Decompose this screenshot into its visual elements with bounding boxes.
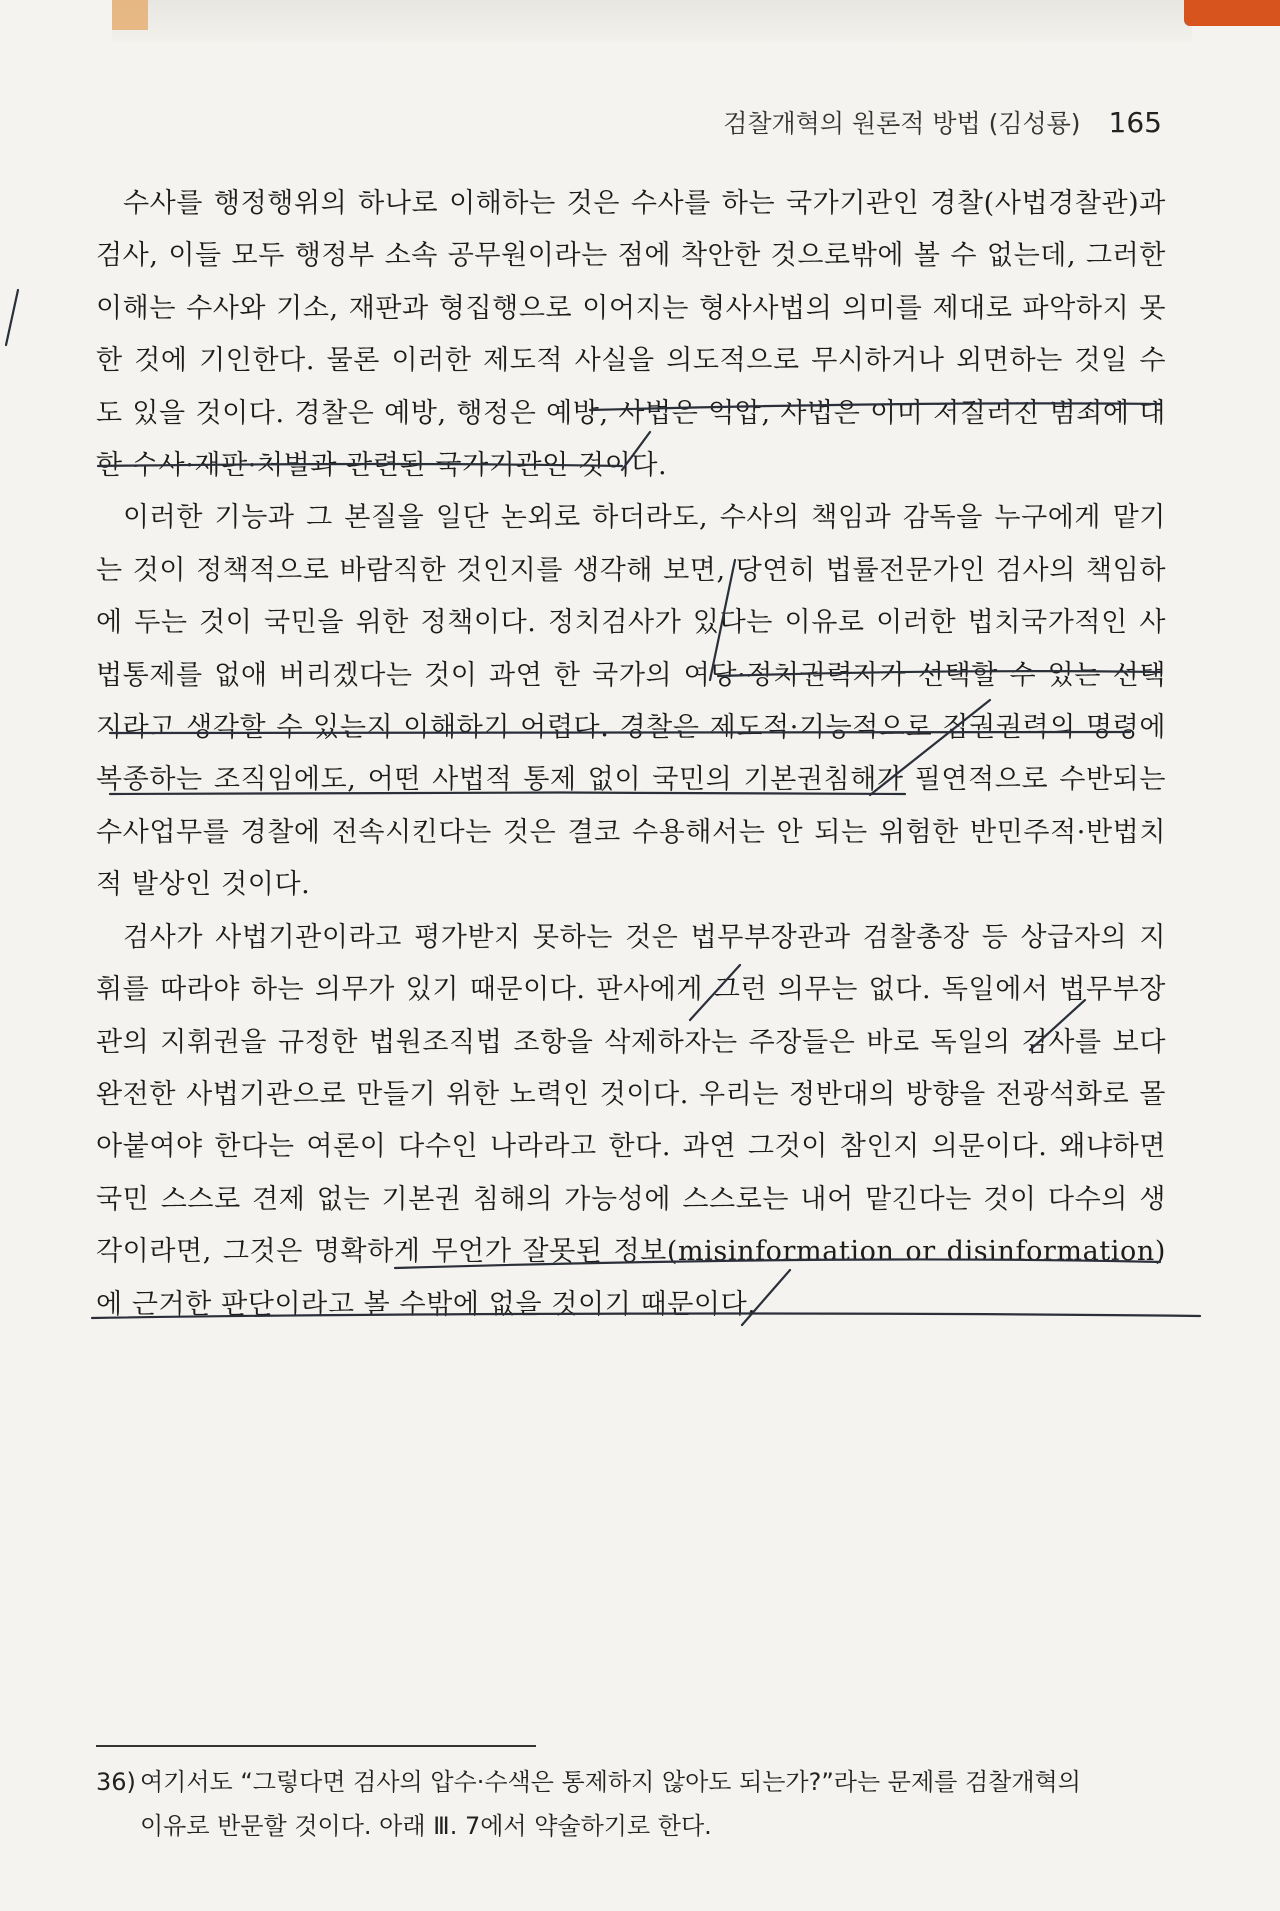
margin-mark bbox=[6, 290, 18, 345]
page-tab-marker bbox=[1184, 0, 1280, 26]
footnote-line-1 bbox=[96, 1760, 1191, 1804]
running-header bbox=[723, 104, 1162, 140]
footnote-36 bbox=[96, 1760, 1191, 1848]
paragraph-1: 수사를 행정행위의 하나로 이해하는 것은 수사를 하는 국가기관인 경찰(사법경찰관)과 검사, 이들 모두 행정부 소속 공무원이라는 점에 착안한 것으로밖에 볼 수 없는데, 그러한 이해는 수사와 기소, 재판과 형집행으로 이어지는 형사사법의 의미를 제대로 파악하지 못한 것에 기인한다. 물론 이러한 제도적 사실을 의도적으로 무시하거나 외면하는 것일 수도 있을 것이다. 경찰은 예방, 행정은 예방, 사법은 억압, 사법은 이미 저질러진 범죄에 대한 수사·재판·처벌과 관련된 국가기관인 것이다. bbox=[96, 188, 1166, 482]
paragraph-3: 검사가 사법기관이라고 평가받지 못하는 것은 법무부장관과 검찰총장 등 상급자의 지휘를 따라야 하는 의무가 있기 때문이다. 판사에게 그런 의무는 없다. 독일에서 법무부장관의 지휘권을 규정한 법원조직법 조항을 삭제하자는 주장들은 바로 독일의 검사를 보다 완전한 사법기관으로 만들기 위한 노력인 것이다. 우리는 정반대의 방향을 전광석화로 몰아붙여야 한다는 여론이 다수인 나라라고 한다. 과연 그것이 참인지 의문이다. 왜냐하면 국민 스스로 견제 없는 기본권 침해의 가능성에 스스로는 내어 맡긴다는 것이 다수의 생각이라면, 그것은 명확하게 무언가 잘못된 정보(misinformation or disinformation)에 근거한 판단이라고 볼 수밖에 없을 것이기 때문이다. bbox=[96, 921, 1167, 1320]
paragraph-2: 이러한 기능과 그 본질을 일단 논외로 하더라도, 수사의 책임과 감독을 누구에게 맡기는 것이 정책적으로 바람직한 것인지를 생각해 보면, 당연히 법률전문가인 검사의 책임하에 두는 것이 국민을 위한 정책이다. 정치검사가 있다는 이유로 이러한 법치국가적인 사법통제를 없애 버리겠다는 것이 과연 한 국가의 여당·정치권력자가 선택할 수 있는 선택지라고 생각할 수 있는지 이해하기 어렵다. 경찰은 제도적·기능적으로 집권권력의 명령에 복종하는 조직임에도, 어떤 사법적 통제 없이 국민의 기본권침해가 필연적으로 수반되는 수사업무를 경찰에 전속시킨다는 것은 결코 수용해서는 안 되는 위험한 반민주적·반법치적 발상인 것이다. bbox=[96, 502, 1167, 901]
footnote-text-1: 여기서도 “그렇다면 검사의 압수·수색은 통제하지 않아도 되는가?”라는 문제를 검찰개혁의 bbox=[140, 1768, 1081, 1796]
footnote-divider bbox=[96, 1745, 536, 1747]
page-tab-left bbox=[112, 0, 148, 30]
body-text bbox=[96, 178, 1166, 1331]
running-title: 검찰개혁의 원론적 방법 (김성룡) bbox=[723, 109, 1081, 138]
footnote-number: 36) bbox=[96, 1768, 136, 1796]
page-top-shadow bbox=[112, 0, 1192, 42]
page-number: 165 bbox=[1108, 106, 1162, 139]
footnote-text-2: 이유로 반문할 것이다. 아래 Ⅲ. 7에서 약술하기로 한다. bbox=[140, 1812, 712, 1840]
